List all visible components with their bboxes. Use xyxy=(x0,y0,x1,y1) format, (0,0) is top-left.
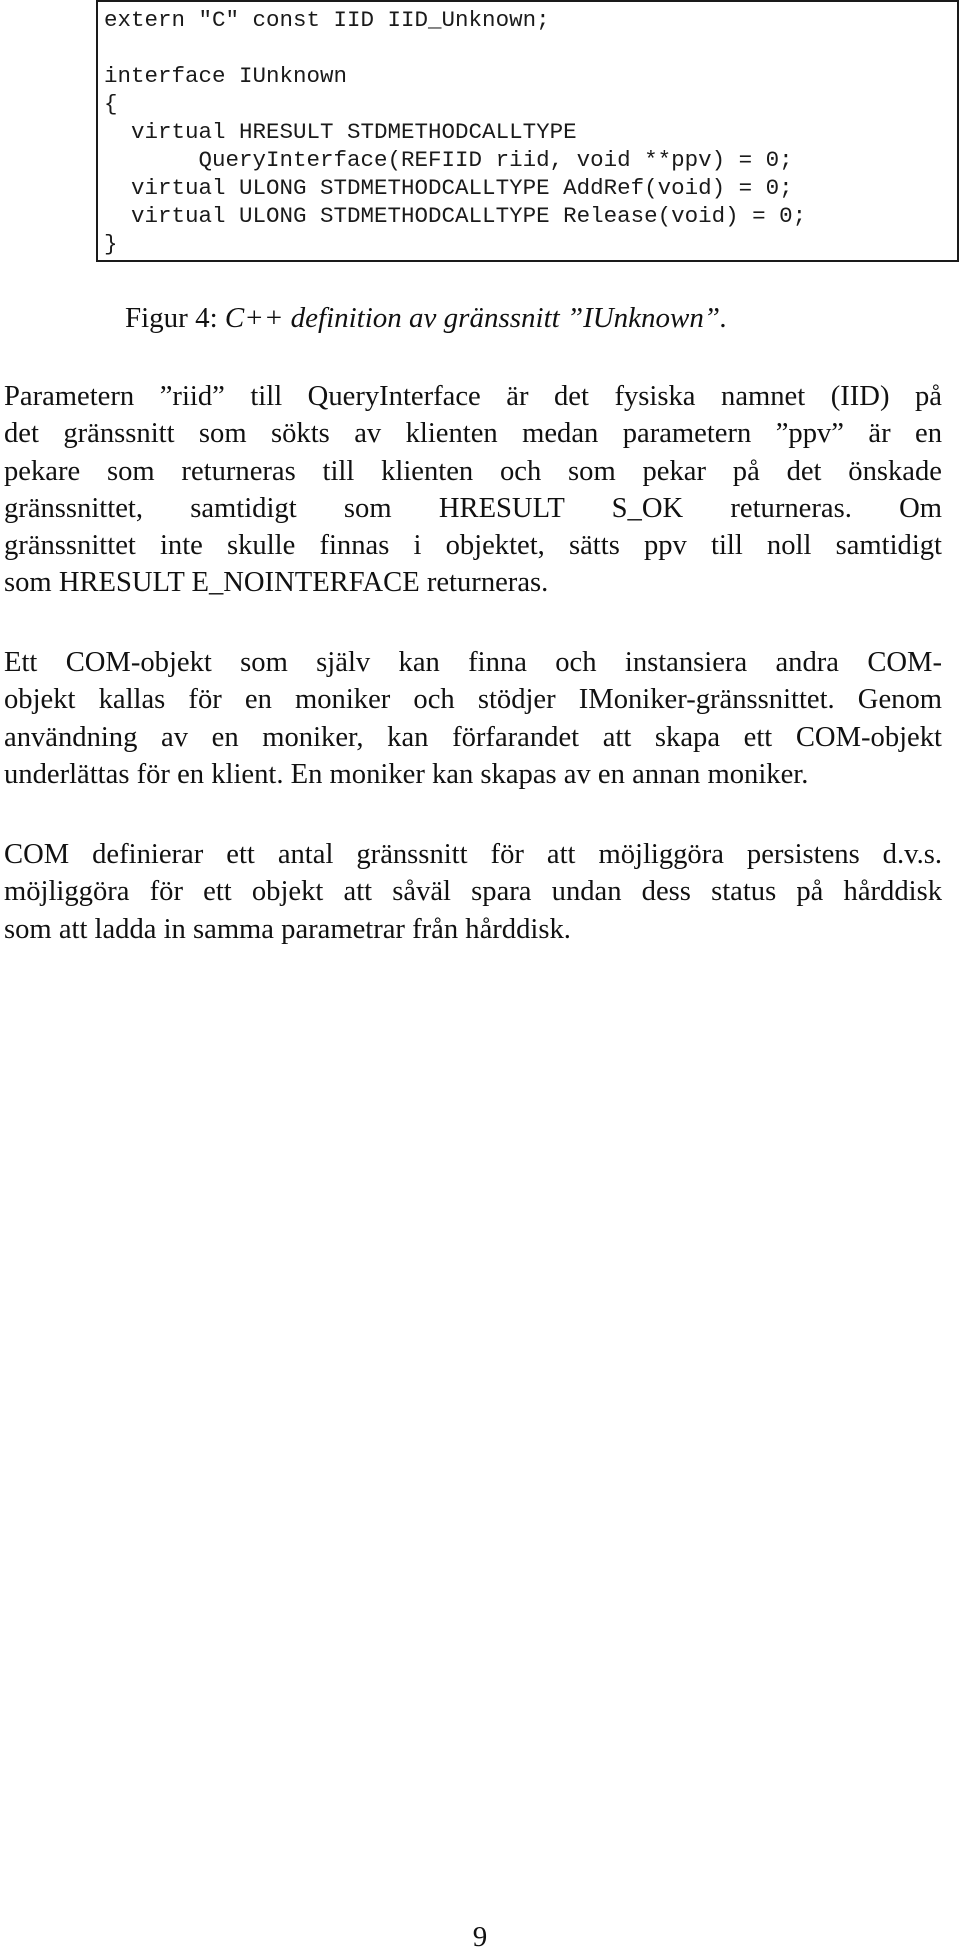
figure-caption-text: C++ definition av gränssnitt ”IUnknown”. xyxy=(217,302,728,334)
code-line: virtual HRESULT STDMETHODCALLTYPE xyxy=(104,119,577,145)
text-line: underlättas för en klient. En moniker kan skapas av en annan moniker. xyxy=(4,758,809,790)
code-line: { xyxy=(104,91,118,117)
paragraph-moniker xyxy=(4,644,942,793)
text-line: som HRESULT E_NOINTERFACE returneras. xyxy=(4,567,549,599)
text-line: COM definierar ett antal gränssnitt för att möjliggöra persistens d.v.s. xyxy=(4,839,942,870)
code-line: } xyxy=(104,231,118,257)
text-line: Parametern ”riid” till QueryInterface är det fysiska namnet (IID) på xyxy=(4,381,942,412)
code-line: virtual ULONG STDMETHODCALLTYPE AddRef(void) = 0; xyxy=(104,175,793,201)
text-line: som att ladda in samma parametrar från hårddisk. xyxy=(4,913,571,945)
text-line: gränssnittet, samtidigt som HRESULT S_OK returneras. Om xyxy=(4,492,942,524)
text-line: objekt kallas för en moniker och stödjer IMoniker-gränssnittet. Genom xyxy=(4,684,942,716)
text-line: det gränssnitt som sökts av klienten medan parametern ”ppv” är en xyxy=(4,418,942,450)
paragraph-persistence xyxy=(4,836,942,948)
text-line: möjliggöra för ett objekt att såväl spara undan dess status på hårddisk xyxy=(4,876,942,908)
page-number: 9 xyxy=(472,1921,488,1953)
code-line: QueryInterface(REFIID riid, void **ppv) = 0; xyxy=(104,147,793,173)
figure-label: Figur 4: xyxy=(125,302,218,334)
code-line: virtual ULONG STDMETHODCALLTYPE Release(void) = 0; xyxy=(104,203,807,229)
text-line: pekare som returneras till klienten och som pekar på det önskade xyxy=(4,455,942,487)
text-line: gränssnittet inte skulle finnas i objektet, sätts ppv till noll samtidigt xyxy=(4,530,942,562)
text-line: användning av en moniker, kan förfarandet att skapa ett COM-objekt xyxy=(4,721,942,753)
code-line: interface IUnknown xyxy=(104,63,348,89)
paragraph-queryinterface xyxy=(4,378,942,602)
code-listing xyxy=(96,0,959,262)
code-line: extern "C" const IID IID_Unknown; xyxy=(104,7,550,33)
text-line: Ett COM-objekt som själv kan finna och instansiera andra COM- xyxy=(4,647,942,678)
figure-caption xyxy=(125,301,727,335)
